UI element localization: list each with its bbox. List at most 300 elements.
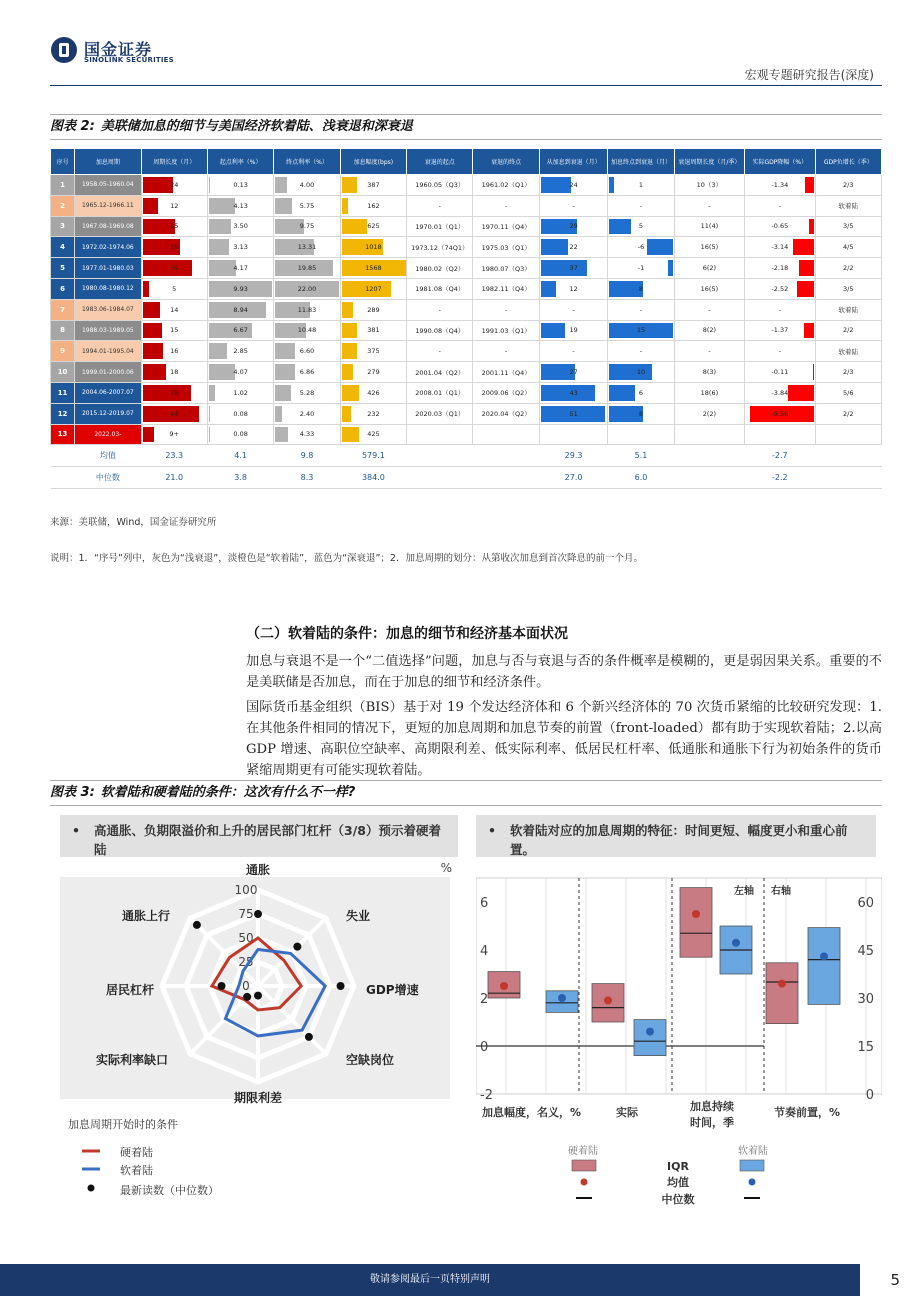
stat-gdp: -2.2 <box>745 467 815 489</box>
cell-len <box>141 278 207 299</box>
cell-bar <box>275 364 295 380</box>
cell-start <box>207 403 273 424</box>
cell-len <box>141 175 207 196</box>
cell-gdp <box>745 237 815 258</box>
box-panel-heading <box>476 815 876 857</box>
box-mean-soft <box>820 952 828 960</box>
cell-value: 2/2 <box>843 326 854 335</box>
cell-neg <box>815 320 881 341</box>
cell-period <box>75 175 141 196</box>
col-header: GDP负增长（季） <box>815 149 881 175</box>
cell-value: 38 <box>170 388 179 397</box>
cell-h2r <box>539 195 607 216</box>
cell-len <box>141 237 207 258</box>
cell-bar <box>275 343 294 359</box>
cell-re <box>473 299 539 320</box>
cell-h2r <box>539 237 607 258</box>
cell-rlen <box>674 424 744 445</box>
cell-re <box>473 258 539 279</box>
cell-hike <box>340 362 406 383</box>
cell-rlen <box>674 320 744 341</box>
table-row <box>51 341 882 362</box>
cell-value: - <box>639 201 643 210</box>
cell-h2r <box>539 424 607 445</box>
cell-value: 1970.01（Q1） <box>415 222 465 231</box>
cell-e2r <box>608 195 674 216</box>
cell-len <box>141 424 207 445</box>
cell-bar <box>541 323 565 339</box>
cell-e2r <box>608 175 674 196</box>
cell-value: 19.85 <box>297 264 317 273</box>
cell-value: 18(6) <box>700 388 719 397</box>
col-header: 从加息到衰退（月） <box>539 149 607 175</box>
cell-re <box>473 216 539 237</box>
cell-period <box>75 424 141 445</box>
cell-value: - <box>639 305 643 314</box>
cell-neg <box>815 299 881 320</box>
cell-gdp <box>745 341 815 362</box>
col-header: 序号 <box>51 149 75 175</box>
col-header: 起点利率（%） <box>207 149 273 175</box>
cell-value: 0.13 <box>233 180 248 189</box>
cell-value: 12 <box>170 201 179 210</box>
radar-axis-label: 实际利率缺口 <box>95 1053 168 1067</box>
cell-value: 381 <box>367 326 380 335</box>
cell-value: 1980.02（Q2） <box>415 264 465 273</box>
cell-e2r <box>608 258 674 279</box>
cell-value: 2.40 <box>299 409 315 418</box>
cell-value: 软着陆 <box>838 306 858 315</box>
cell-value: 13.31 <box>297 243 317 252</box>
cell-start <box>207 237 273 258</box>
cell-value: 1980.08-1980.12 <box>81 285 134 293</box>
cell-bar <box>342 427 359 443</box>
cell-value: -1.34 <box>771 180 789 189</box>
cell-start <box>207 362 273 383</box>
radar-tick: 0 <box>242 979 250 993</box>
stat-start: 3.8 <box>207 467 273 489</box>
cell-bar <box>668 260 672 276</box>
radar-latest-point <box>254 992 262 1000</box>
cell-value: 6.60 <box>299 347 315 356</box>
cell-period <box>75 195 141 216</box>
cell-value: 2004.06-2007.07 <box>81 389 134 397</box>
radar-latest-point <box>293 943 301 951</box>
figure2-caption: 美联储加息的细节与美国经济软着陆、浅衰退和深衰退 <box>100 119 413 134</box>
stat-h2r: 27.0 <box>539 467 607 489</box>
legend-latest-label: 最新读数（中位数） <box>120 1184 219 1197</box>
cell-bar <box>609 177 613 193</box>
cell-neg <box>815 362 881 383</box>
cell-len <box>141 382 207 403</box>
rate-hike-table <box>50 148 882 489</box>
cell-value: 0.08 <box>233 430 248 439</box>
cell-value: 1977.01-1980.03 <box>81 264 134 272</box>
cell-value: 10 <box>57 368 68 377</box>
col-header: 终点利率（%） <box>274 149 340 175</box>
cell-idx <box>51 403 75 424</box>
cell-value: -9.56 <box>771 409 789 418</box>
cell-bar <box>143 177 174 193</box>
box-left-tick: -2 <box>480 1088 493 1103</box>
cell-value: 44 <box>170 409 179 418</box>
cell-h2r <box>539 320 607 341</box>
cell-idx <box>51 278 75 299</box>
bullet-right: • <box>488 823 496 838</box>
cell-rlen <box>674 195 744 216</box>
cell-bar <box>143 427 155 443</box>
cell-value: 29 <box>569 222 578 231</box>
cell-start <box>207 299 273 320</box>
stat-empty <box>674 467 744 489</box>
box-xlabel: 节奏前置，% <box>774 1106 841 1119</box>
cell-end <box>274 258 340 279</box>
cell-len <box>141 216 207 237</box>
cell-re <box>473 195 539 216</box>
cell-value: 2015.12-2019.07 <box>81 410 134 418</box>
cell-idx <box>51 195 75 216</box>
cell-value: 1961.02（Q1） <box>481 181 531 190</box>
cell-value: 3.13 <box>233 243 248 252</box>
box-iqr-soft <box>634 1020 666 1056</box>
cell-value: 1568 <box>365 264 382 273</box>
box-legend-mean-soft <box>749 1179 756 1186</box>
box-iqr-soft <box>808 928 840 1005</box>
radar-latest-point <box>254 910 262 918</box>
box-right-tick: 60 <box>857 896 874 911</box>
cell-value: - <box>572 201 575 210</box>
cell-value: 2020.04（Q2） <box>481 410 531 419</box>
cell-hike <box>340 237 406 258</box>
cell-h2r <box>539 382 607 403</box>
cell-value: 2020.03（Q1） <box>415 410 465 419</box>
table-row <box>51 175 882 196</box>
cell-bar <box>209 219 231 235</box>
cell-start <box>207 278 273 299</box>
cell-end <box>274 237 340 258</box>
document-type: 宏观专题研究报告(深度) <box>744 68 874 82</box>
cell-value: 1975.03（Q1） <box>481 243 531 252</box>
cell-value: 39 <box>170 264 179 273</box>
col-header: 加息终点到衰退（月） <box>608 149 674 175</box>
cell-e2r <box>608 382 674 403</box>
stat-empty <box>674 445 744 467</box>
cell-idx <box>51 216 75 237</box>
cell-value: 1982.11（Q4） <box>481 285 531 294</box>
cell-idx <box>51 237 75 258</box>
cell-value: 4.07 <box>233 368 248 377</box>
cell-e2r <box>608 362 674 383</box>
radar-latest-point <box>243 993 251 1001</box>
cell-bar <box>342 198 349 214</box>
cell-value: 3 <box>60 222 65 231</box>
cell-value: 0.08 <box>233 409 248 418</box>
cell-rs <box>407 341 473 362</box>
cell-value: 18 <box>170 368 179 377</box>
cell-rlen <box>674 216 744 237</box>
cell-value: 289 <box>367 305 380 314</box>
box-legend-soft: 软着陆 <box>738 1146 768 1157</box>
cell-value: 22 <box>569 243 578 252</box>
col-header: 实际GDP降幅（%） <box>745 149 815 175</box>
cell-value: 24 <box>170 180 179 189</box>
cell-value: 10（3） <box>696 181 723 190</box>
table-row <box>51 278 882 299</box>
cell-bar <box>342 343 357 359</box>
cell-start <box>207 424 273 445</box>
cell-gdp <box>745 195 815 216</box>
box-legend-mean-hard <box>581 1179 588 1186</box>
cell-rs <box>407 258 473 279</box>
cell-value: 1983.06-1984.07 <box>81 306 134 314</box>
cell-end <box>274 424 340 445</box>
box-left-tick: 6 <box>480 896 489 911</box>
cell-len <box>141 362 207 383</box>
box-chart <box>476 858 882 1258</box>
cell-value: 16(5) <box>700 284 719 293</box>
cell-value: 2001.04（Q2） <box>415 368 465 377</box>
cell-value: 5.75 <box>299 201 315 210</box>
cell-value: 2009.06（Q2） <box>481 389 531 398</box>
cell-rs <box>407 424 473 445</box>
cell-value: 43 <box>569 388 578 397</box>
cell-value: - <box>708 305 711 314</box>
cell-value: -6 <box>637 243 645 252</box>
radar-panel-heading <box>60 815 458 857</box>
cell-period <box>75 237 141 258</box>
figure2-source: 来源：美联储，Wind，国金证券研究所 <box>50 517 217 528</box>
col-header: 加息幅度(bps) <box>340 149 406 175</box>
cell-idx <box>51 320 75 341</box>
cell-bar <box>609 385 635 401</box>
cell-start <box>207 341 273 362</box>
cell-bar <box>209 427 210 443</box>
table-row <box>51 195 882 216</box>
radar-axis-label: 通胀上行 <box>121 909 170 923</box>
cell-value: 9.75 <box>299 222 315 231</box>
cell-value: 1973.12（74Q1） <box>411 243 469 252</box>
cell-neg <box>815 175 881 196</box>
cell-e2r <box>608 216 674 237</box>
cell-value: 7 <box>60 305 65 314</box>
box-mean-hard <box>692 910 700 918</box>
cell-rlen <box>674 175 744 196</box>
cell-bar <box>342 323 358 339</box>
cell-value: 387 <box>367 180 380 189</box>
stat-empty <box>815 445 881 467</box>
cell-value: 8 <box>638 409 644 418</box>
cell-bar <box>143 302 161 318</box>
cell-idx <box>51 382 75 403</box>
box-mean-soft <box>646 1028 654 1036</box>
box-mean-hard <box>604 996 612 1004</box>
cell-hike <box>340 258 406 279</box>
cell-hike <box>340 175 406 196</box>
cell-end <box>274 320 340 341</box>
cell-value: - <box>708 201 711 210</box>
cell-value: 6.86 <box>299 368 315 377</box>
cell-bar <box>143 198 158 214</box>
stat-empty <box>407 445 473 467</box>
cell-bar <box>541 281 556 297</box>
cell-gdp <box>745 216 815 237</box>
cell-bar <box>143 323 162 339</box>
cell-value: 5.28 <box>299 388 315 397</box>
stat-empty <box>51 467 75 489</box>
cell-e2r <box>608 299 674 320</box>
table-row <box>51 299 882 320</box>
radar-chart <box>60 858 460 1108</box>
stat-empty <box>407 467 473 489</box>
cell-value: - <box>572 305 575 314</box>
cell-value: 15 <box>170 326 179 335</box>
cell-gdp <box>745 278 815 299</box>
cell-bar <box>342 219 368 235</box>
cell-h2r <box>539 216 607 237</box>
table-row <box>51 362 882 383</box>
cell-bar <box>342 385 359 401</box>
cell-value: 4.17 <box>233 264 248 273</box>
radar-tick: 50 <box>238 931 254 945</box>
cell-value: 1980.07（Q3） <box>481 264 531 273</box>
cell-value: 2001.11（Q4） <box>481 368 531 377</box>
cell-bar <box>209 239 229 255</box>
cell-value: 25 <box>170 222 179 231</box>
cell-value: - <box>438 305 441 314</box>
paragraph-1: 加息与衰退不是一个“二值选择”问题，加息与否与衰退与否的条件概率是模糊的，更是弱因果关系。重要的不是美联储是否加息，而在于加息的细节和经济条件。 <box>246 654 882 690</box>
cell-value: - <box>572 347 575 356</box>
cell-value: 2/3 <box>843 180 854 189</box>
cell-bar <box>541 177 571 193</box>
radar-latest-point <box>305 1033 313 1041</box>
cell-value: - <box>505 305 508 314</box>
cell-value: - <box>778 347 781 356</box>
cell-value: 13 <box>57 430 68 439</box>
cell-value: -0.11 <box>771 368 789 377</box>
cell-start <box>207 382 273 403</box>
box-mean-hard <box>778 980 786 988</box>
cell-value: 1960.05（Q3） <box>415 181 465 190</box>
cell-value: 2022.03- <box>94 430 122 438</box>
box-right-tick: 0 <box>865 1088 874 1103</box>
cell-bar <box>647 239 673 255</box>
cell-end <box>274 278 340 299</box>
figure2-label: 图表 2: <box>50 119 95 134</box>
box-iqr-hard <box>680 888 712 958</box>
radar-panel-text: 高通胀、负期限溢价和上升的居民部门杠杆（3/8）预示着硬着陆 <box>94 823 441 857</box>
box-xlabel: 加息持续 <box>690 1100 734 1113</box>
box-right-tick: 30 <box>857 992 874 1007</box>
stat-end: 9.8 <box>274 445 340 467</box>
cell-e2r <box>608 237 674 258</box>
cell-bar <box>275 427 288 443</box>
cell-e2r <box>608 403 674 424</box>
cell-rs <box>407 362 473 383</box>
cell-start <box>207 195 273 216</box>
cell-value: 4/5 <box>843 243 854 252</box>
cell-bar <box>541 385 595 401</box>
cell-value: 279 <box>367 368 380 377</box>
cell-value: - <box>778 305 781 314</box>
cell-neg <box>815 403 881 424</box>
cell-value: 3.50 <box>233 222 248 231</box>
box-legend-soft-swatch <box>740 1160 764 1171</box>
cell-value: 15 <box>636 326 646 335</box>
cell-end <box>274 341 340 362</box>
cell-value: 5 <box>638 222 644 231</box>
cell-value: 16 <box>170 347 179 356</box>
radar-axis-label: 通胀 <box>245 863 271 877</box>
cell-gdp <box>745 320 815 341</box>
cell-bar <box>275 406 282 422</box>
company-logo <box>50 36 230 68</box>
cell-value: 11.83 <box>297 305 317 314</box>
cell-bar <box>209 385 216 401</box>
figure3-caption: 软着陆和硬着陆的条件：这次有什么不一样? <box>100 785 356 800</box>
cell-re <box>473 424 539 445</box>
cell-period <box>75 362 141 383</box>
cell-period <box>75 382 141 403</box>
cell-gdp <box>745 403 815 424</box>
cell-value: 4.13 <box>233 201 248 210</box>
radar-unit: % <box>440 861 452 875</box>
box-legend-hard-swatch <box>572 1160 596 1171</box>
cell-value: 16(5) <box>700 243 719 252</box>
cell-rs <box>407 278 473 299</box>
col-header: 加息周期 <box>75 149 141 175</box>
cell-end <box>274 175 340 196</box>
box-legend-mean: 均值 <box>667 1176 689 1189</box>
cell-end <box>274 382 340 403</box>
cell-rlen <box>674 258 744 279</box>
cell-rs <box>407 175 473 196</box>
cell-value: 2008.01（Q1） <box>415 389 465 398</box>
table-header-row <box>51 149 882 175</box>
cell-rs <box>407 237 473 258</box>
box-mean-soft <box>732 939 740 947</box>
radar-tick: 75 <box>238 907 254 921</box>
box-right-tick: 15 <box>857 1040 874 1055</box>
cell-bar <box>793 239 814 255</box>
cell-value: 4.33 <box>299 430 315 439</box>
cell-bar <box>342 177 358 193</box>
cell-rs <box>407 195 473 216</box>
table-row <box>51 403 882 424</box>
cell-value: 8(2) <box>702 326 717 335</box>
cell-bar <box>143 343 163 359</box>
cell-neg <box>815 341 881 362</box>
cell-start <box>207 258 273 279</box>
cell-start <box>207 320 273 341</box>
stat-h2r: 29.3 <box>539 445 607 467</box>
cell-value: 软着陆 <box>838 347 858 356</box>
cell-re <box>473 403 539 424</box>
cell-rs <box>407 403 473 424</box>
cell-neg <box>815 195 881 216</box>
cell-bar <box>275 385 290 401</box>
stat-empty <box>473 467 539 489</box>
cell-h2r <box>539 341 607 362</box>
cell-value: 1972.02-1974.06 <box>81 243 134 251</box>
cell-rlen <box>674 362 744 383</box>
cell-value: 24 <box>569 180 578 189</box>
paragraph-2: 国际货币基金组织（BIS）基于对 19 个发达经济体和 6 个新兴经济体的 70 次货币紧缩的比较研究发现：1.在其他条件相同的情况下，更短的加息周期和加息节奏的前置（front-loaded）都有助于实现软着陆；2.以高 GDP 增速、高职位空缺率、高期限利差、低实际利率、低居民杠杆率、低通胀和通胀下行为初始条件的货币紧缩周期更有可能实现软着陆。 <box>246 700 882 778</box>
cell-re <box>473 382 539 403</box>
cell-len <box>141 258 207 279</box>
cell-value: -2.18 <box>771 264 789 273</box>
cell-value: 625 <box>367 222 380 231</box>
cell-value: 8(3) <box>702 368 717 377</box>
